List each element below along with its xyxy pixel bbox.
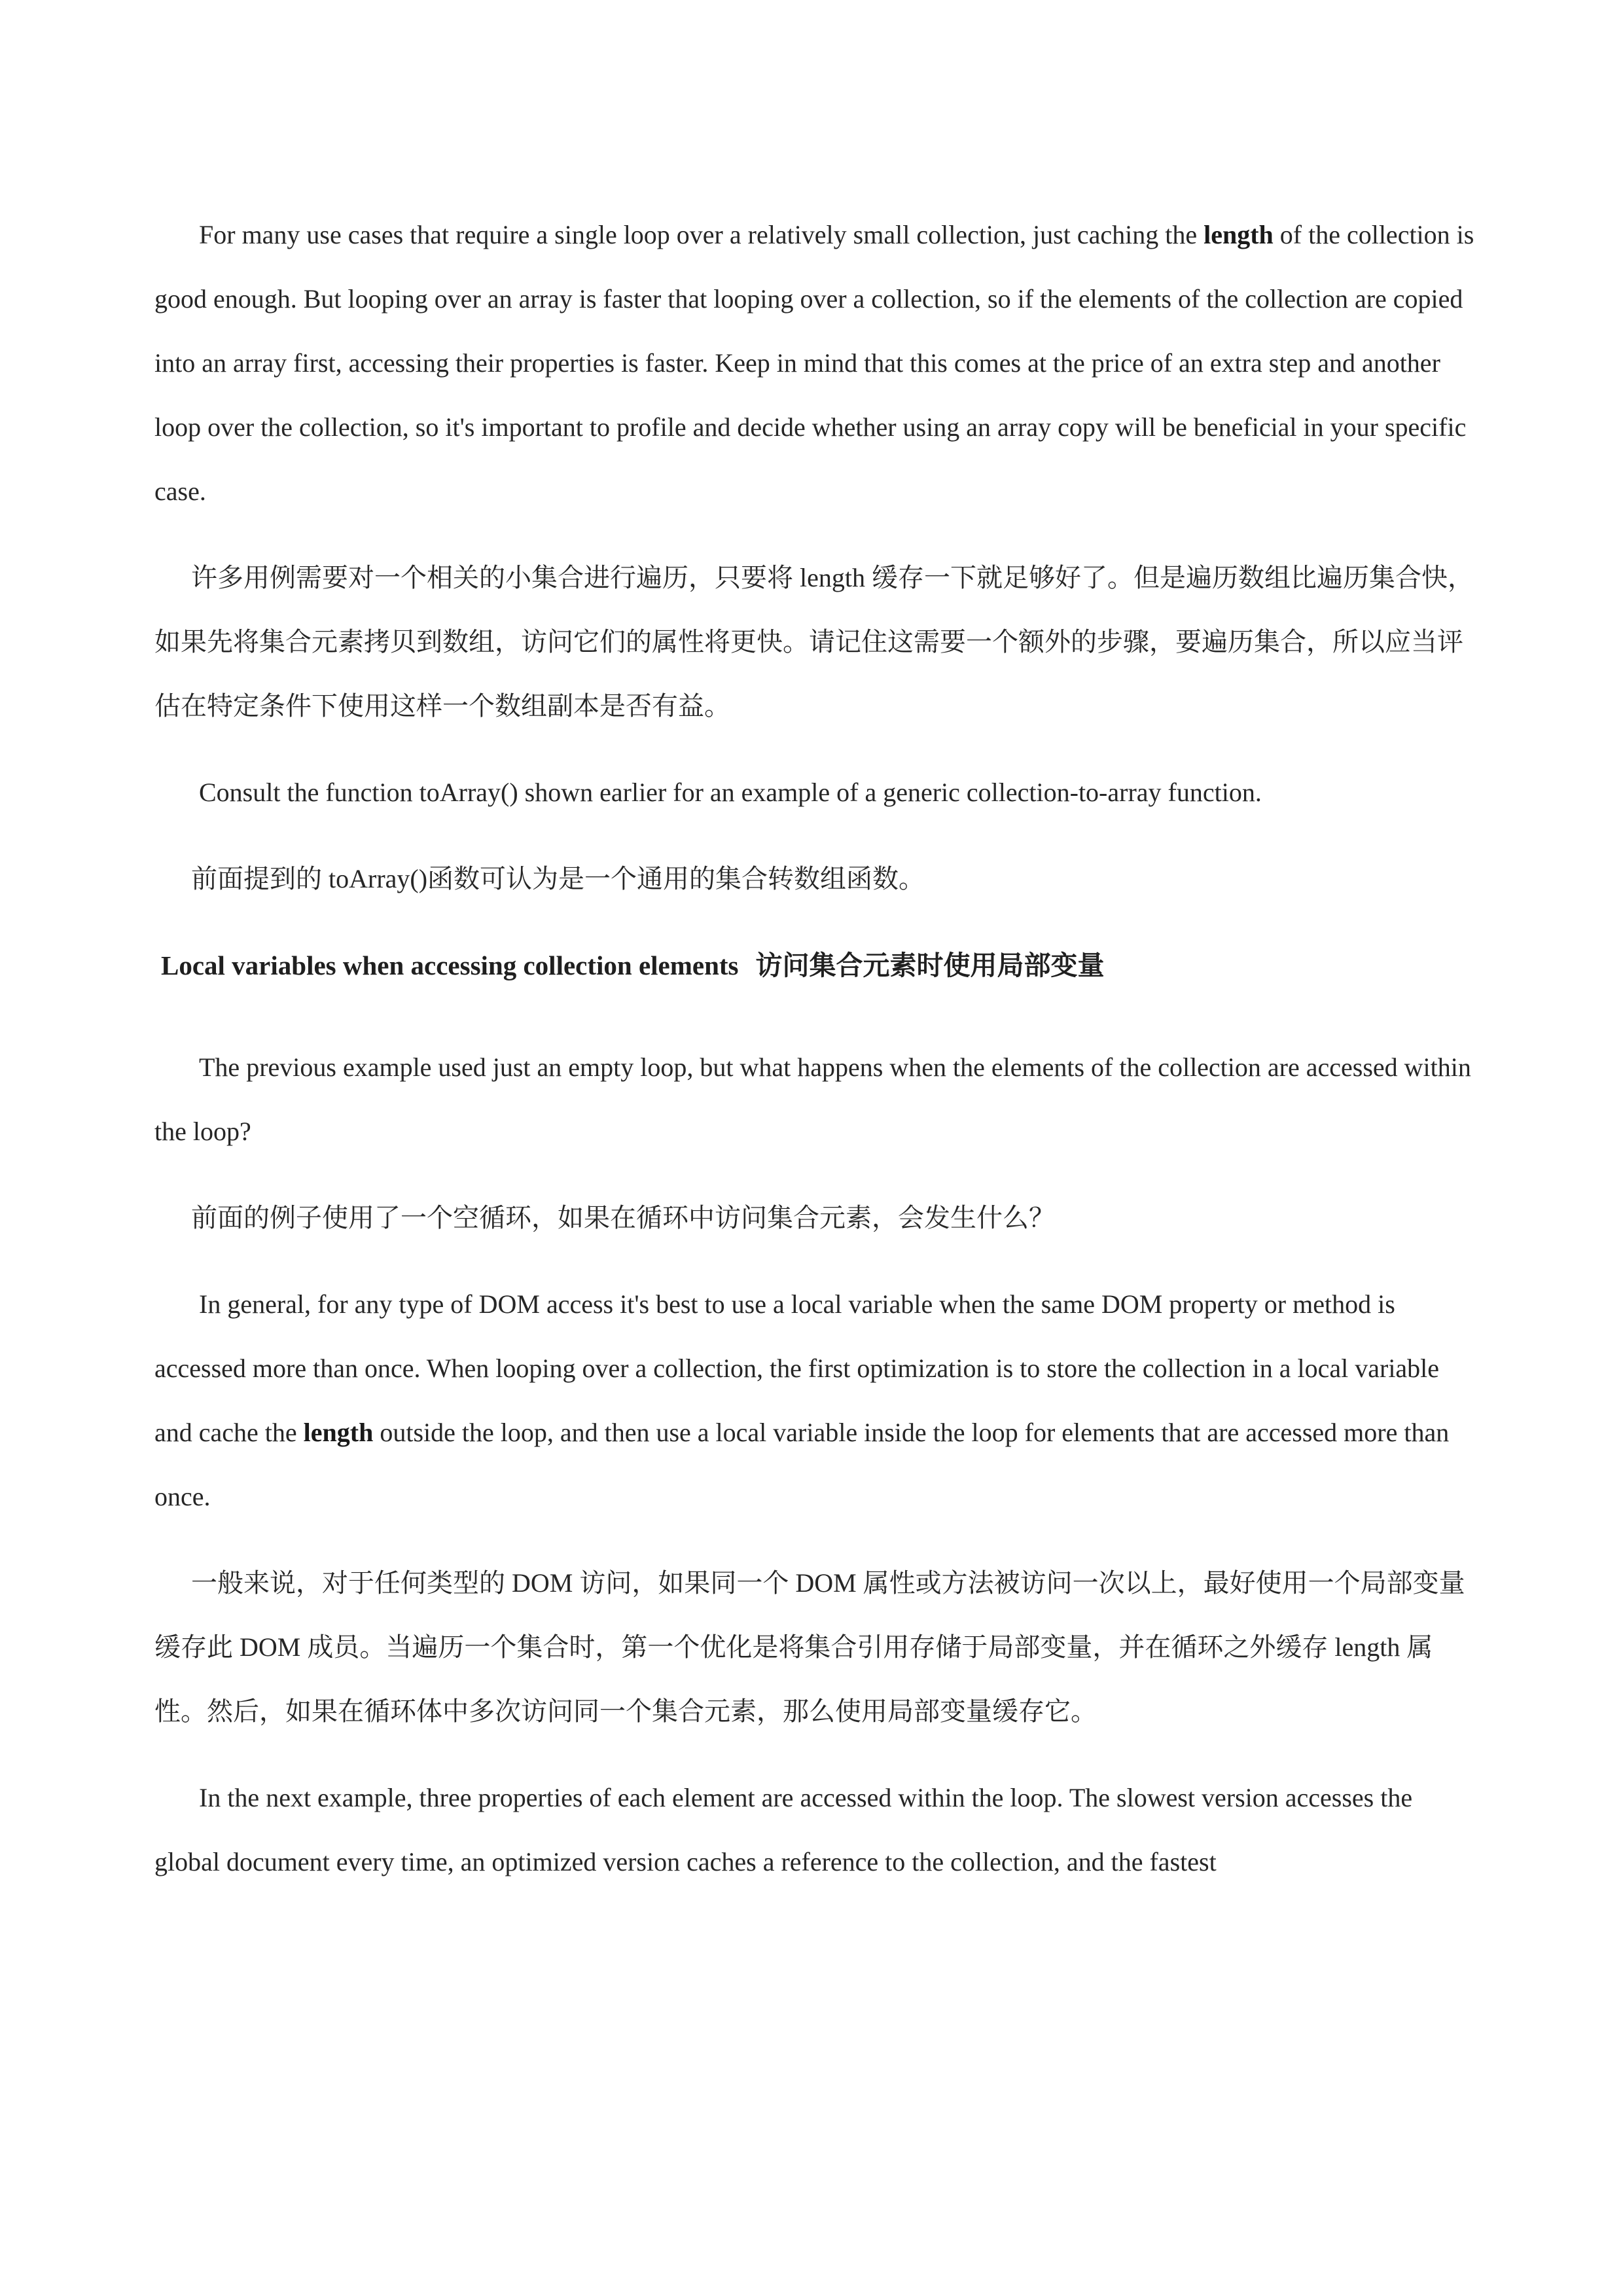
paragraph-empty-loop: The previous example used just an empty loop, but what happens when the elements of the collection are accessed within the loop? (154, 1052, 1471, 1146)
paragraph-next-example: In the next example, three properties of each element are accessed within the loop. The slowest version accesses the global document every time, an optimized version caches a reference to the collection, and the fastest (154, 1783, 1413, 1876)
text-run: For many use cases that require a single loop over a relatively small collection, just caching the (199, 220, 1204, 249)
document-body (154, 203, 1476, 1894)
paragraph-toarray: Consult the function toArray() shown earlier for an example of a generic collection-to-array function. (199, 778, 1262, 807)
text-run: of the collection is good enough. But looping over an array is faster that looping over a collection, so if the elements of the collection are copied into an array first, accessing their properties is faster. Keep in mind that this comes at the price of an extra step and another loop over the collection, so it's important to profile and decide whether using an array copy will be beneficial in your specific case. (154, 220, 1474, 506)
section-heading (161, 933, 1476, 997)
section-heading-zh: 访问集合元素时使用局部变量 (755, 950, 1105, 980)
paragraph-empty-loop-zh: 前面的例子使用了一个空循环，如果在循环中访问集合元素，会发生什么？ (191, 1203, 1055, 1232)
text-run: In general, for any type of DOM access it's best to use a local variable when the same DOM property or method is accessed more than once. When looping over a collection, the first optimization is to store the collection in a local variable and cache the (154, 1289, 1440, 1447)
paragraph-local-variable (154, 1272, 1476, 1529)
bold-length-keyword: length (1204, 220, 1274, 249)
paragraph-array-copy-zh: 许多用例需要对一个相关的小集合进行遍历，只要将 length 缓存一下就足够好了。但是遍历数组比遍历集合快，如果先将集合元素拷贝到数组，访问它们的属性将更快。请记住这需要一个额外的步骤，要遍历集合，所以应当评估在特定条件下使用这样一个数组副本是否有益。 (154, 563, 1474, 721)
paragraph-array-copy (154, 203, 1476, 524)
text-run: outside the loop, and then use a local variable inside the loop for elements that are accessed more than once. (154, 1418, 1450, 1511)
paragraph-toarray-zh: 前面提到的 toArray()函数可认为是一个通用的集合转数组函数。 (191, 864, 925, 893)
bold-length-keyword: length (303, 1418, 374, 1447)
paragraph-local-variable-zh: 一般来说，对于任何类型的 DOM 访问，如果同一个 DOM 属性或方法被访问一次以上，最好使用一个局部变量缓存此 DOM 成员。当遍历一个集合时，第一个优化是将集合引用存储于局部变量，并在循环之外缓存 length 属性。然后，如果在循环体中多次访问同一个集合元素，那么使用局部变量缓存它。 (154, 1568, 1465, 1726)
section-heading-en: Local variables when accessing collection elements (161, 950, 739, 980)
